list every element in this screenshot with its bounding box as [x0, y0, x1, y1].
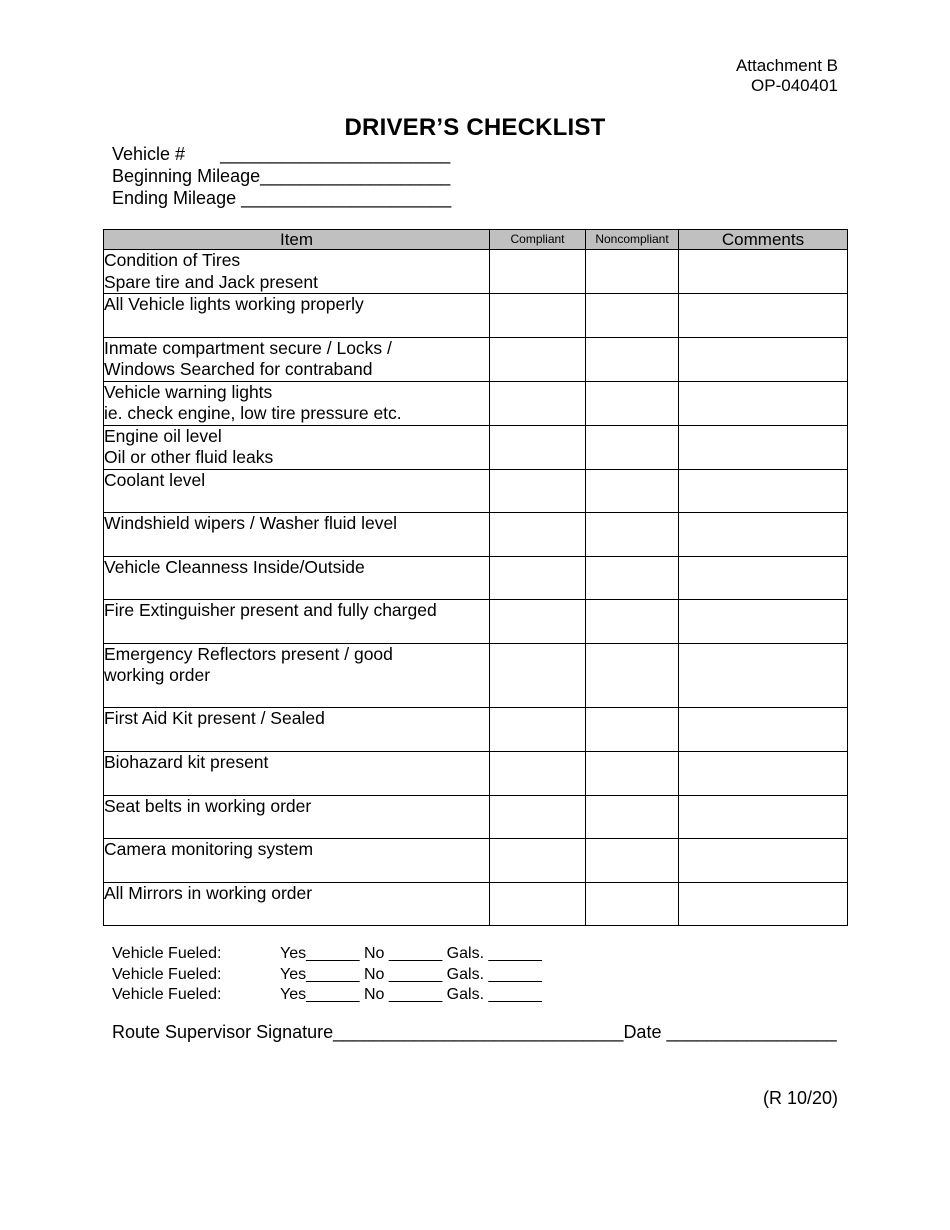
attachment-label: Attachment B	[735, 56, 838, 75]
noncompliant-cell[interactable]	[586, 250, 679, 294]
fuel-fields[interactable]: Yes______ No ______ Gals. ______	[280, 986, 542, 1003]
signature-label: Route Supervisor Signature	[112, 1022, 334, 1042]
compliant-cell[interactable]	[490, 294, 586, 338]
column-header-comments: Comments	[679, 230, 848, 250]
comments-cell[interactable]	[679, 643, 848, 708]
fuel-fields[interactable]: Yes______ No ______ Gals. ______	[280, 965, 542, 983]
comments-cell[interactable]	[679, 469, 848, 513]
table-row	[104, 294, 848, 338]
noncompliant-cell[interactable]	[586, 600, 679, 644]
table-row	[104, 839, 848, 883]
noncompliant-cell[interactable]	[586, 294, 679, 338]
noncompliant-cell[interactable]	[586, 795, 679, 839]
checklist-table	[103, 229, 848, 926]
table-row	[104, 250, 848, 294]
checklist-item: Windshield wipers / Washer fluid level	[104, 513, 490, 557]
fuel-label: Vehicle Fueled:	[112, 965, 222, 983]
document-header	[736, 56, 838, 96]
compliant-cell[interactable]	[490, 839, 586, 883]
comments-cell[interactable]	[679, 250, 848, 294]
checklist-item: Vehicle Cleanness Inside/Outside	[104, 556, 490, 600]
comments-cell[interactable]	[679, 882, 848, 926]
comments-cell[interactable]	[679, 381, 848, 425]
comments-cell[interactable]	[679, 556, 848, 600]
date-field[interactable]: _________________	[661, 1022, 837, 1042]
column-header-compliant: Compliant	[490, 230, 586, 250]
checklist-item: Inmate compartment secure / Locks / Windows Searched for contraband	[104, 337, 490, 381]
comments-cell[interactable]	[679, 708, 848, 752]
noncompliant-cell[interactable]	[586, 469, 679, 513]
checklist-item: First Aid Kit present / Sealed	[104, 708, 490, 752]
table-row	[104, 643, 848, 708]
compliant-cell[interactable]	[490, 381, 586, 425]
signature-field[interactable]: _____________________________	[333, 1022, 624, 1042]
checklist-item: All Vehicle lights working properly	[104, 294, 490, 338]
beginning-mileage-row	[112, 165, 451, 187]
vehicle-number-field[interactable]: _______________________	[185, 144, 451, 164]
revision-label: (R 10/20)	[762, 1088, 838, 1108]
checklist-item: Condition of Tires Spare tire and Jack present	[104, 250, 490, 294]
column-header-noncompliant: Noncompliant	[586, 230, 679, 250]
comments-cell[interactable]	[679, 294, 848, 338]
table-row	[104, 556, 848, 600]
beginning-mileage-label: Beginning Mileage	[112, 166, 261, 186]
vehicle-number-row	[112, 143, 451, 165]
document-code: OP-040401	[751, 76, 838, 95]
fuel-fields[interactable]: Yes______ No ______ Gals. ______	[280, 945, 542, 962]
compliant-cell[interactable]	[490, 469, 586, 513]
compliant-cell[interactable]	[490, 337, 586, 381]
ending-mileage-row	[112, 187, 451, 209]
vehicle-number-label: Vehicle #	[112, 144, 186, 164]
comments-cell[interactable]	[679, 795, 848, 839]
noncompliant-cell[interactable]	[586, 882, 679, 926]
table-row	[104, 381, 848, 425]
checklist-item: Vehicle warning lights ie. check engine, low tire pressure etc.	[104, 381, 490, 425]
noncompliant-cell[interactable]	[586, 839, 679, 883]
fuel-row	[112, 965, 542, 986]
comments-cell[interactable]	[679, 337, 848, 381]
table-row	[104, 425, 848, 469]
noncompliant-cell[interactable]	[586, 556, 679, 600]
column-header-item: Item	[104, 230, 490, 250]
compliant-cell[interactable]	[490, 643, 586, 708]
table-row	[104, 337, 848, 381]
table-row	[104, 513, 848, 557]
page-title: DRIVER’S CHECKLIST	[344, 114, 606, 141]
comments-cell[interactable]	[679, 839, 848, 883]
fuel-row	[112, 944, 542, 965]
table-row	[104, 882, 848, 926]
noncompliant-cell[interactable]	[586, 337, 679, 381]
noncompliant-cell[interactable]	[586, 513, 679, 557]
checklist-item: Seat belts in working order	[104, 795, 490, 839]
compliant-cell[interactable]	[490, 556, 586, 600]
date-label: Date	[623, 1022, 662, 1042]
compliant-cell[interactable]	[490, 752, 586, 796]
ending-mileage-field[interactable]: _____________________	[236, 188, 452, 208]
noncompliant-cell[interactable]	[586, 643, 679, 708]
comments-cell[interactable]	[679, 752, 848, 796]
fuel-section	[112, 944, 542, 1006]
checklist-header-row	[104, 230, 848, 250]
ending-mileage-label: Ending Mileage	[112, 188, 237, 208]
vehicle-info	[112, 143, 451, 209]
compliant-cell[interactable]	[490, 600, 586, 644]
checklist-item: Fire Extinguisher present and fully charged	[104, 600, 490, 644]
table-row	[104, 600, 848, 644]
fuel-label: Vehicle Fueled:	[112, 986, 222, 1003]
checklist-item: Engine oil level Oil or other fluid leaks	[104, 425, 490, 469]
fuel-label: Vehicle Fueled:	[112, 945, 222, 962]
compliant-cell[interactable]	[490, 513, 586, 557]
checklist-item: All Mirrors in working order	[104, 882, 490, 926]
noncompliant-cell[interactable]	[586, 752, 679, 796]
checklist-item: Coolant level	[104, 469, 490, 513]
signature-line	[112, 1022, 837, 1043]
comments-cell[interactable]	[679, 600, 848, 644]
compliant-cell[interactable]	[490, 795, 586, 839]
compliant-cell[interactable]	[490, 882, 586, 926]
table-row	[104, 795, 848, 839]
noncompliant-cell[interactable]	[586, 425, 679, 469]
compliant-cell[interactable]	[490, 250, 586, 294]
comments-cell[interactable]	[679, 425, 848, 469]
table-row	[104, 752, 848, 796]
table-row	[104, 469, 848, 513]
compliant-cell[interactable]	[490, 708, 586, 752]
fuel-row	[112, 985, 542, 1006]
noncompliant-cell[interactable]	[586, 708, 679, 752]
noncompliant-cell[interactable]	[586, 381, 679, 425]
beginning-mileage-field[interactable]: ___________________	[260, 166, 451, 186]
checklist-item: Camera monitoring system	[104, 839, 490, 883]
table-row	[104, 708, 848, 752]
comments-cell[interactable]	[679, 513, 848, 557]
checklist-item: Biohazard kit present	[104, 752, 490, 796]
checklist-item: Emergency Reflectors present / good working order	[104, 643, 490, 708]
compliant-cell[interactable]	[490, 425, 586, 469]
